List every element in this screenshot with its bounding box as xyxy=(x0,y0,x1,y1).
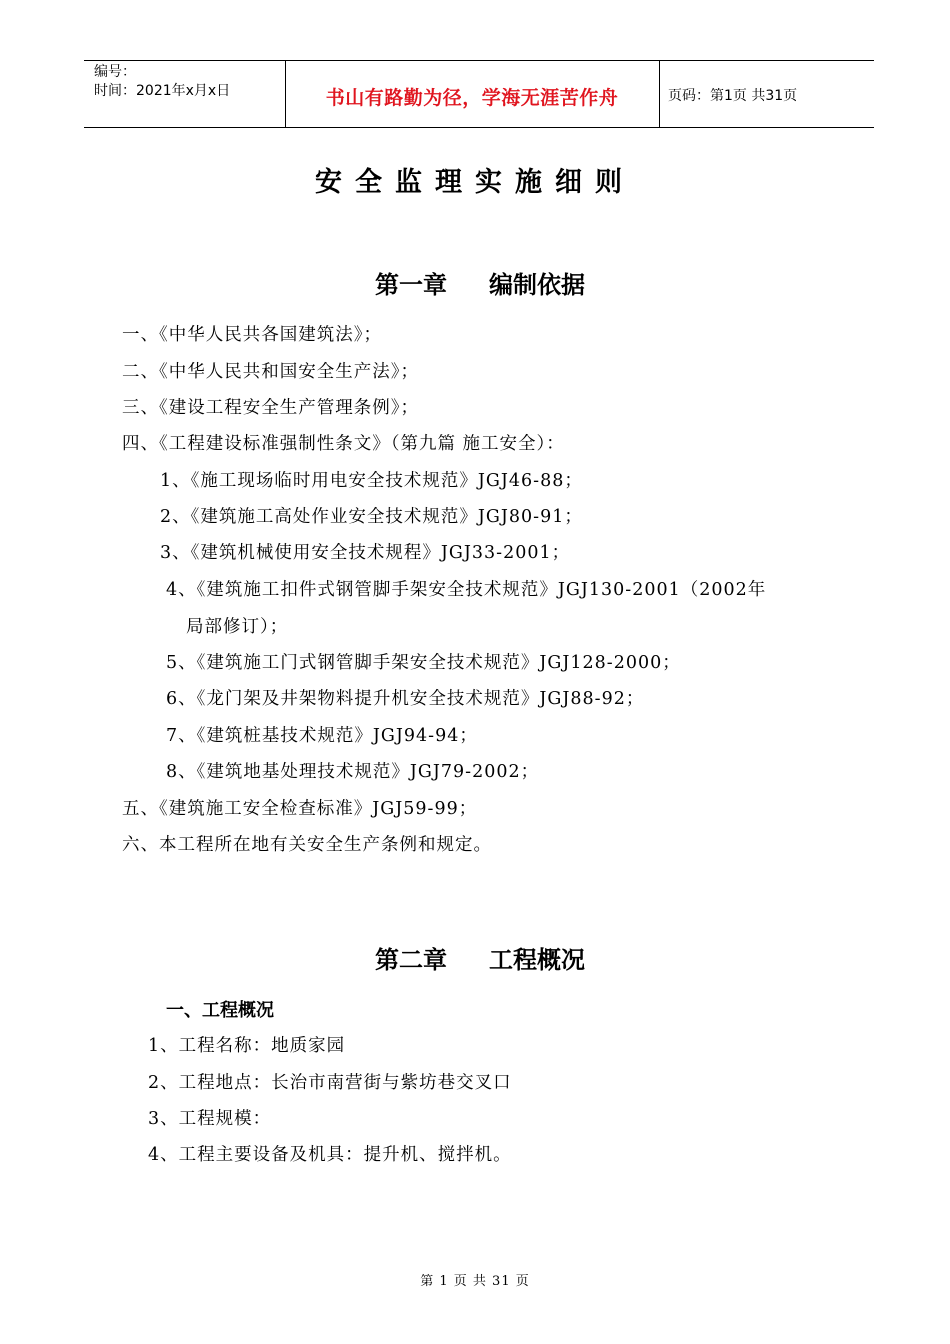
list-item: 一、《中华人民共各国建筑法》； xyxy=(122,325,382,345)
header-divider xyxy=(659,61,660,127)
list-item: 六、本工程所在地有关安全生产条例和规定。 xyxy=(122,835,492,855)
chapter-2-heading xyxy=(0,940,950,975)
header-page-info: 页码：第1页 共31页 xyxy=(668,88,798,104)
list-item: 4、工程主要设备及机具：提升机、搅拌机。 xyxy=(148,1145,512,1165)
list-item: 3、工程规模： xyxy=(148,1109,272,1129)
list-item: 3、《建筑机械使用安全技术规程》JGJ33-2001； xyxy=(160,543,571,563)
header-motto: 书山有路勤为径，学海无涯苦作舟 xyxy=(325,87,619,109)
time-label: 时间：2021年x月x日 xyxy=(94,83,231,99)
list-item: 7、《建筑桩基技术规范》JGJ94-94； xyxy=(166,726,478,746)
document-header xyxy=(84,60,874,128)
list-item: 8、《建筑地基处理技术规范》JGJ79-2002； xyxy=(166,762,540,782)
list-item: 四、《工程建设标准强制性条文》（第九篇 施工安全）： xyxy=(122,434,565,454)
list-item: 2、《建筑施工高处作业安全技术规范》JGJ80-91； xyxy=(160,507,583,527)
section-heading: 一、工程概况 xyxy=(166,1000,274,1021)
list-item: 5、《建筑施工门式钢管脚手架安全技术规范》JGJ128-2000； xyxy=(166,653,681,673)
document-title: 安全监理实施细则 xyxy=(315,167,635,198)
chapter-1-heading xyxy=(0,265,950,300)
list-item: 五、《建筑施工安全检查标准》JGJ59-99； xyxy=(122,799,478,819)
list-item: 二、《中华人民共和国安全生产法》； xyxy=(122,362,419,382)
list-item: 2、工程地点：长治市南营街与紫坊巷交叉口 xyxy=(148,1073,512,1093)
list-item: 1、《施工现场临时用电安全技术规范》JGJ46-88； xyxy=(160,471,583,491)
list-item: 三、《建设工程安全生产管理条例》； xyxy=(122,398,419,418)
page-footer: 第 1 页 共 31 页 xyxy=(420,1274,530,1289)
list-item: 局部修订）； xyxy=(186,617,289,637)
list-item: 1、工程名称：地质家园 xyxy=(148,1036,346,1056)
header-info xyxy=(94,63,230,101)
number-label: 编号： xyxy=(94,64,136,80)
chapter-number: 第一章 xyxy=(375,271,447,299)
list-item: 4、《建筑施工扣件式钢管脚手架安全技术规范》JGJ130-2001（2002年 xyxy=(166,580,767,600)
chapter-name: 工程概况 xyxy=(489,946,585,974)
list-item: 6、《龙门架及井架物料提升机安全技术规范》JGJ88-92； xyxy=(166,689,645,709)
chapter-number: 第二章 xyxy=(375,946,447,974)
chapter-name: 编制依据 xyxy=(489,271,585,299)
